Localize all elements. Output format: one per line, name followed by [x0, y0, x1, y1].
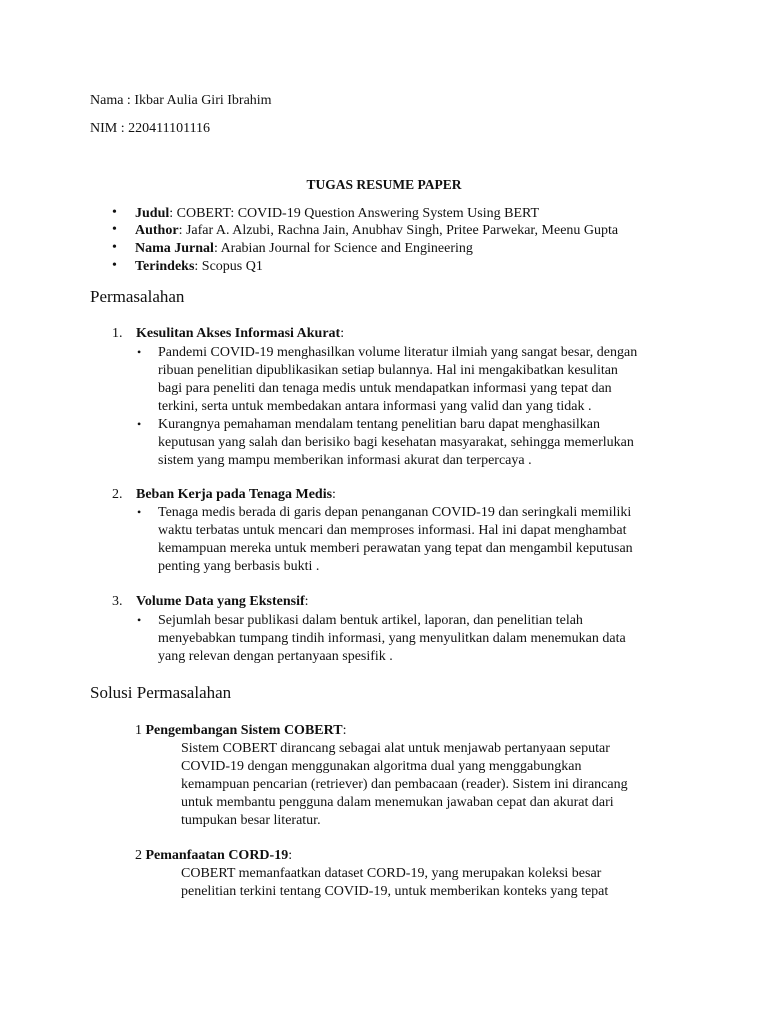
bullet-icon: • [112, 240, 117, 255]
label-colon: : [332, 487, 336, 502]
document-title: TUGAS RESUME PAPER [306, 177, 462, 192]
text-line: ribuan penelitian dipublikasikan setiap bulannya. Hal ini mengakibatkan kesulitan [158, 363, 618, 378]
solution-paragraph [181, 865, 608, 901]
nim-value: 220411101116 [128, 121, 211, 136]
text-line: COBERT memanfaatkan dataset CORD-19, yang merupakan koleksi besar [181, 866, 602, 881]
bullet-paragraph [158, 612, 626, 666]
text-line: sistem yang mampu memberikan informasi akurat dan terpercaya . [158, 453, 532, 468]
meta-value: : Scopus Q1 [194, 259, 263, 274]
meta-value: : Jafar A. Alzubi, Rachna Jain, Anubhav Singh, Pritee Parwekar, Meenu Gupta [178, 223, 619, 238]
problem-label: Volume Data yang Ekstensif [136, 594, 305, 609]
text-line: Pandemi COVID-19 menghasilkan volume literatur ilmiah yang sangat besar, dengan [158, 345, 638, 360]
bullet-paragraph [158, 344, 637, 416]
text-line: Sejumlah besar publikasi dalam bentuk artikel, laporan, dan penelitian telah [158, 613, 583, 628]
section-heading-permasalahan: Permasalahan [90, 287, 185, 306]
text-line: penting yang berbasis bukti . [158, 559, 320, 574]
label-colon: : [288, 848, 293, 863]
text-line: menyebabkan tumpang tindih informasi, yang menyulitkan dalam menemukan data [158, 631, 626, 646]
meta-label: Nama Jurnal [135, 241, 214, 256]
bullet-icon: • [137, 613, 142, 627]
nim-label: NIM : [90, 121, 129, 136]
nama-value: Ikbar Aulia Giri Ibrahim [134, 93, 272, 108]
text-line: bagi para peneliti dan tenaga medis untuk mendapatkan informasi yang tepat dan [158, 381, 612, 396]
solution-label: Pengembangan Sistem COBERT [145, 723, 343, 738]
bullet-paragraph [158, 416, 634, 470]
list-number: 2 [135, 848, 142, 863]
text-line: terkini, serta untuk membedakan antara informasi yang valid dan yang tidak . [158, 399, 592, 414]
student-nim-line [90, 121, 210, 137]
solution-label: Pemanfaatan CORD-19 [145, 848, 289, 863]
meta-label: Judul [135, 206, 170, 221]
text-line: waktu terbatas untuk mencari dan memproses informasi. Hal ini dapat menghambat [158, 523, 627, 538]
problem-label: Kesulitan Akses Informasi Akurat [136, 326, 341, 341]
text-line: yang relevan dengan pertanyaan spesifik . [158, 649, 393, 664]
problem-label: Beban Kerja pada Tenaga Medis [136, 487, 333, 502]
list-number: 1. [112, 326, 123, 341]
section-heading-solusi: Solusi Permasalahan [90, 683, 232, 702]
text-line: Kurangnya pemahaman mendalam tentang penelitian baru dapat menghasilkan [158, 417, 601, 432]
nama-label: Nama : [90, 93, 135, 108]
label-colon: : [340, 326, 345, 341]
text-line: keputusan yang salah dan berisiko bagi kesehatan masyarakat, sehingga memerlukan [158, 435, 634, 450]
label-colon: : [342, 723, 347, 738]
bullet-icon: • [137, 417, 142, 431]
list-number: 3. [112, 594, 123, 609]
bullet-paragraph [158, 504, 633, 576]
text-line: kemampuan mereka untuk memberi perawatan yang tepat dan mengambil keputusan [158, 541, 633, 556]
bullet-icon: • [112, 258, 117, 273]
meta-value: : Arabian Journal for Science and Engineering [213, 241, 473, 256]
text-line: COVID-19 dengan menggunakan algoritma dual yang menggabungkan [181, 759, 582, 774]
text-line: kemampuan pencarian (retriever) dan pembacaan (reader). Sistem ini dirancang [181, 777, 628, 792]
solution-paragraph [181, 740, 628, 830]
text-line: tumpukan besar literatur. [181, 813, 321, 828]
meta-label: Terindeks [135, 259, 195, 274]
text-line: penelitian terkini tentang COVID-19, untuk memberikan konteks yang tepat [181, 884, 609, 899]
list-number: 2. [112, 487, 123, 502]
text-line: Tenaga medis berada di garis depan penanganan COVID-19 dan seringkali memiliki [158, 505, 632, 520]
meta-value: : COBERT: COVID-19 Question Answering System Using BERT [169, 206, 540, 221]
bullet-icon: • [137, 505, 142, 519]
bullet-icon: • [137, 345, 142, 359]
label-colon: : [304, 594, 309, 609]
list-number: 1 [135, 723, 142, 738]
bullet-icon: • [112, 205, 117, 220]
student-name-line [90, 93, 272, 109]
meta-label: Author [135, 223, 179, 238]
text-line: untuk membantu pengguna dalam menemukan jawaban cepat dan akurat dari [181, 795, 614, 810]
text-line: Sistem COBERT dirancang sebagai alat untuk menjawab pertanyaan seputar [181, 741, 610, 756]
bullet-icon: • [112, 222, 117, 237]
